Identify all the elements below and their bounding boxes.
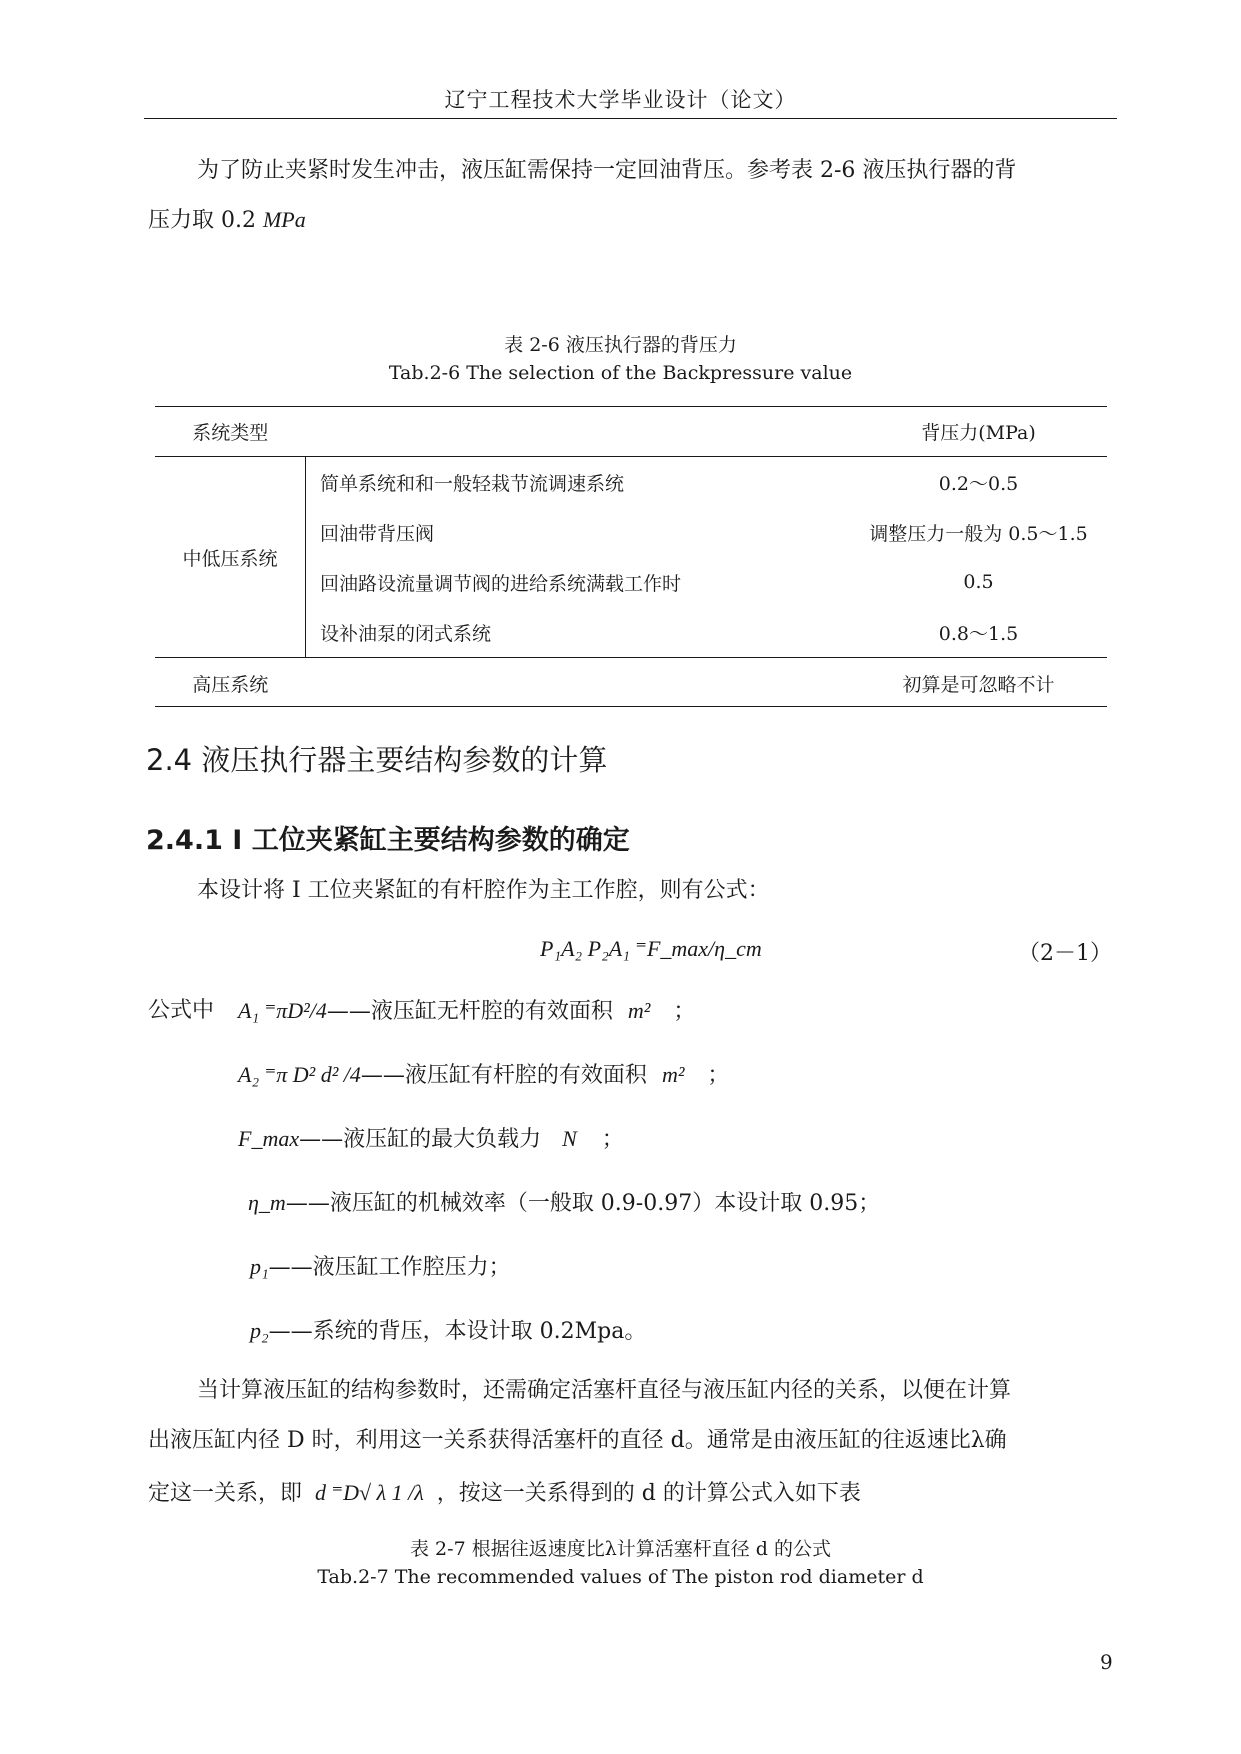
definition-symbol: A₁ ⁼πD²/4 bbox=[238, 998, 327, 1023]
closing-line-2: 出液压缸内径 D 时，利用这一关系获得活塞杆的直径 d。通常是由液压缸的往返速比λ确 bbox=[148, 1428, 1007, 1453]
definition-text: ——液压缸工作腔压力； bbox=[268, 1255, 511, 1280]
intro-line-2-text: 压力取 0.2 bbox=[148, 208, 263, 233]
definition-symbol: p₂ bbox=[250, 1318, 269, 1343]
definition-text: ——液压缸无杆腔的有效面积 bbox=[326, 999, 613, 1024]
table-row-desc: 回油路设流量调节阀的进给系统满载工作时 bbox=[306, 557, 851, 607]
intro-line-2 bbox=[148, 209, 306, 232]
equation-number: （2－1） bbox=[1018, 941, 1112, 966]
table27-caption-cn: 表 2-7 根据往返速度比λ计算活塞杆直径 d 的公式 bbox=[410, 1538, 831, 1560]
intro-line-1: 为了防止夹紧时发生冲击，液压缸需保持一定回油背压。参考表 2-6 液压执行器的背 bbox=[197, 158, 1017, 183]
closing-line-3-suffix: ，按这一关系得到的 d 的计算公式入如下表 bbox=[436, 1481, 861, 1506]
equation-2-1: P₁A₂ P₂A₁ ⁼F_max/η_cm bbox=[540, 936, 762, 961]
definition-item bbox=[238, 1000, 695, 1023]
table-row-value: 0.2～0.5 bbox=[938, 472, 1019, 495]
table-group-label: 中低压系统 bbox=[182, 547, 278, 570]
definition-unit: m² bbox=[661, 1062, 685, 1087]
definition-symbol: η_m bbox=[248, 1190, 286, 1215]
subsection-heading: 2.4.1 I 工位夹紧缸主要结构参数的确定 bbox=[146, 825, 630, 856]
definition-item bbox=[238, 1064, 729, 1087]
closing-formula: d ⁼D√ λ 1 /λ bbox=[315, 1480, 424, 1505]
definition-item bbox=[250, 1320, 646, 1343]
definition-text: ——液压缸有杆腔的有效面积 bbox=[360, 1063, 647, 1088]
section-heading: 2.4 液压执行器主要结构参数的计算 bbox=[146, 743, 608, 777]
lead-paragraph: 本设计将 I 工位夹紧缸的有杆腔作为主工作腔，则有公式： bbox=[197, 878, 770, 903]
page-number: 9 bbox=[1100, 1650, 1113, 1674]
table-row-desc: 简单系统和和一般轻栽节流调速系统 bbox=[306, 457, 851, 508]
definition-end: ； bbox=[707, 1063, 730, 1088]
definition-end: ； bbox=[673, 999, 696, 1024]
table27-caption-en: Tab.2-7 The recommended values of The piston rod diameter d bbox=[317, 1566, 924, 1588]
definition-unit: m² bbox=[627, 998, 651, 1023]
definition-text: ——液压缸的机械效率（一般取 0.9-0.97）本设计取 0.95； bbox=[285, 1191, 881, 1216]
table-last-value: 初算是可忽略不计 bbox=[902, 673, 1055, 696]
table-row-value: 0.8～1.5 bbox=[938, 622, 1019, 645]
backpressure-table bbox=[155, 406, 1107, 708]
table-header-row bbox=[155, 406, 1107, 457]
definition-item bbox=[238, 1128, 624, 1151]
table-row-desc: 设补油泵的闭式系统 bbox=[306, 607, 851, 658]
closing-line-3-prefix: 定这一关系，即 bbox=[148, 1481, 303, 1506]
definition-unit: N bbox=[562, 1126, 577, 1151]
header-rule bbox=[144, 118, 1117, 119]
table-row bbox=[155, 658, 1107, 709]
table26-bottom-rule bbox=[155, 706, 1107, 707]
table26-caption-cn: 表 2-6 液压执行器的背压力 bbox=[504, 334, 737, 356]
table26-caption-en: Tab.2-6 The selection of the Backpressure value bbox=[388, 362, 853, 384]
table-header-type: 系统类型 bbox=[155, 406, 306, 457]
definition-symbol: p₁ bbox=[250, 1254, 269, 1279]
closing-line-3 bbox=[148, 1482, 861, 1505]
definition-text: ——液压缸的最大负载力 bbox=[299, 1127, 542, 1152]
table-row-value: 调整压力一般为 0.5～1.5 bbox=[869, 522, 1088, 545]
definition-item bbox=[248, 1192, 880, 1215]
closing-line-1: 当计算液压缸的结构参数时，还需确定活塞杆直径与液压缸内径的关系，以便在计算 bbox=[197, 1378, 1012, 1403]
definition-end: ； bbox=[601, 1127, 624, 1152]
page-header-title: 辽宁工程技术大学毕业设计（论文） bbox=[444, 88, 797, 112]
table-last-label: 高压系统 bbox=[192, 673, 269, 696]
definition-text: ——系统的背压，本设计取 0.2Mpa。 bbox=[268, 1319, 647, 1344]
definition-symbol: A₂ ⁼π D² d² /4 bbox=[238, 1062, 361, 1087]
definitions-prefix: 公式中 bbox=[148, 998, 215, 1023]
table-row bbox=[155, 457, 1107, 508]
definition-item bbox=[250, 1256, 511, 1279]
intro-unit: MPa bbox=[262, 207, 306, 232]
table-header-backpressure: 背压力(MPa) bbox=[850, 406, 1107, 457]
definition-symbol: F_max bbox=[238, 1126, 300, 1151]
table-row-value: 0.5 bbox=[963, 571, 994, 593]
table-row-desc: 回油带背压阀 bbox=[306, 507, 851, 557]
